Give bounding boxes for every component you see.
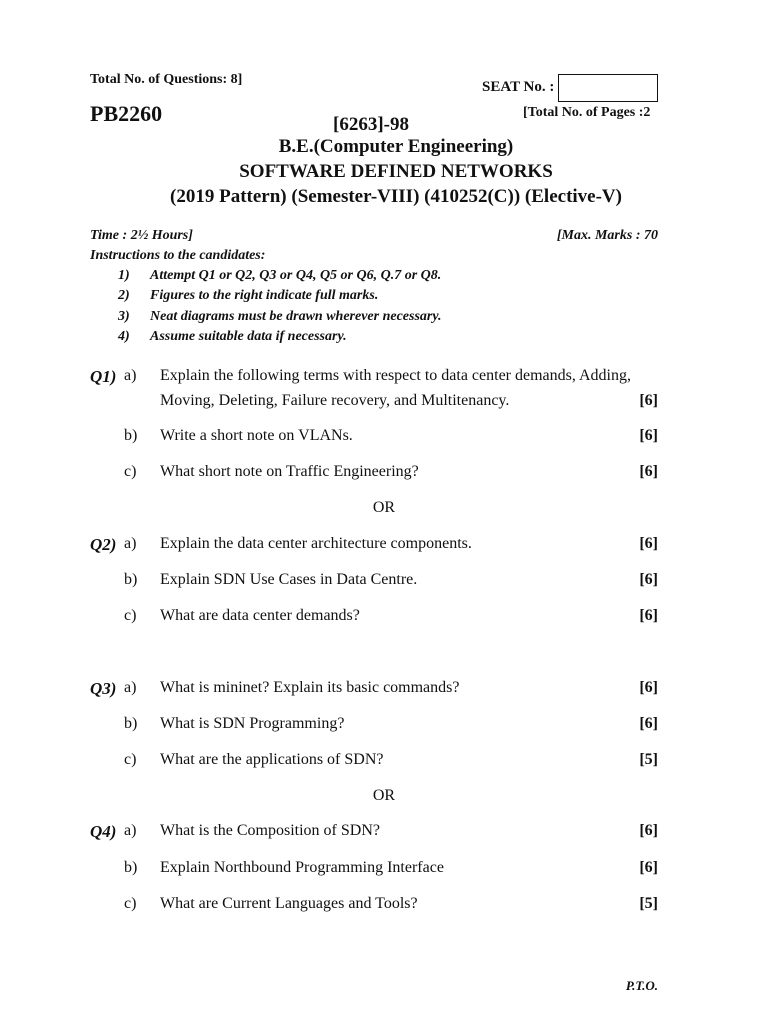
subquestion-label: b)	[124, 571, 138, 588]
question-text: What short note on Traffic Engineering?	[160, 463, 419, 480]
question-text: What is SDN Programming?	[160, 715, 345, 732]
question-marks: [6]	[639, 859, 658, 876]
please-turn-over: P.T.O.	[625, 978, 658, 993]
question-text: Explain the following terms with respect to data center demands, Adding,	[160, 367, 631, 384]
instruction-number: 3)	[118, 309, 130, 324]
question-text: Explain the data center architecture components.	[160, 535, 472, 552]
subquestion-label: c)	[124, 895, 137, 912]
question-marks: [5]	[639, 895, 658, 912]
question-number: Q1)	[90, 367, 117, 386]
question-marks: [6]	[639, 679, 658, 696]
question-text: What are data center demands?	[160, 607, 360, 624]
instruction-text: Neat diagrams must be drawn wherever necessary.	[150, 309, 442, 324]
question-text: What are Current Languages and Tools?	[160, 895, 418, 912]
instructions-heading: Instructions to the candidates:	[90, 248, 266, 263]
subquestion-label: c)	[124, 751, 137, 768]
instruction-number: 1)	[118, 268, 130, 283]
question-marks: [6]	[639, 571, 658, 588]
pattern-line: (2019 Pattern) (Semester-VIII) (410252(C)) (Elective-V)	[170, 186, 622, 207]
subquestion-label: a)	[124, 679, 137, 696]
question-marks: [6]	[639, 607, 658, 624]
subquestion-label: c)	[124, 463, 137, 480]
question-marks: [6]	[639, 715, 658, 732]
question-marks: [6]	[639, 463, 658, 480]
question-marks: [5]	[639, 751, 658, 768]
instruction-number: 2)	[118, 288, 130, 303]
total-pages: [Total No. of Pages :2	[523, 105, 651, 120]
or-separator: OR	[372, 787, 396, 804]
subquestion-label: a)	[124, 367, 137, 384]
subquestion-label: a)	[124, 822, 137, 839]
question-number: Q3)	[90, 679, 117, 698]
question-number: Q4)	[90, 822, 117, 841]
subquestion-label: a)	[124, 535, 137, 552]
question-text: Explain Northbound Programming Interface	[160, 859, 444, 876]
question-text: What is the Composition of SDN?	[160, 822, 380, 839]
instruction-number: 4)	[118, 329, 130, 344]
question-marks: [6]	[639, 392, 658, 409]
subquestion-label: c)	[124, 607, 137, 624]
question-text: Explain SDN Use Cases in Data Centre.	[160, 571, 418, 588]
question-text: What is mininet? Explain its basic commands?	[160, 679, 460, 696]
seat-number-label: SEAT No. :	[482, 79, 555, 95]
question-text: Write a short note on VLANs.	[160, 427, 353, 444]
paper-code: PB2260	[90, 101, 163, 126]
or-separator: OR	[372, 499, 396, 516]
max-marks: [Max. Marks : 70	[556, 228, 658, 243]
paper-number: [6263]-98	[333, 114, 409, 135]
subject-title: SOFTWARE DEFINED NETWORKS	[239, 161, 553, 182]
instruction-text: Assume suitable data if necessary.	[150, 329, 347, 344]
question-marks: [6]	[639, 822, 658, 839]
total-questions: Total No. of Questions: 8]	[90, 72, 243, 87]
question-text: Moving, Deleting, Failure recovery, and Multitenancy.	[160, 392, 510, 409]
question-number: Q2)	[90, 535, 117, 554]
question-marks: [6]	[639, 535, 658, 552]
seat-number-box	[558, 74, 658, 102]
instruction-text: Figures to the right indicate full marks.	[150, 288, 379, 303]
question-marks: [6]	[639, 427, 658, 444]
subquestion-label: b)	[124, 859, 138, 876]
degree-title: B.E.(Computer Engineering)	[278, 136, 514, 157]
exam-time: Time : 2½ Hours]	[90, 228, 193, 243]
subquestion-label: b)	[124, 427, 138, 444]
subquestion-label: b)	[124, 715, 138, 732]
instruction-text: Attempt Q1 or Q2, Q3 or Q4, Q5 or Q6, Q.7 or Q8.	[150, 268, 442, 283]
question-text: What are the applications of SDN?	[160, 751, 384, 768]
